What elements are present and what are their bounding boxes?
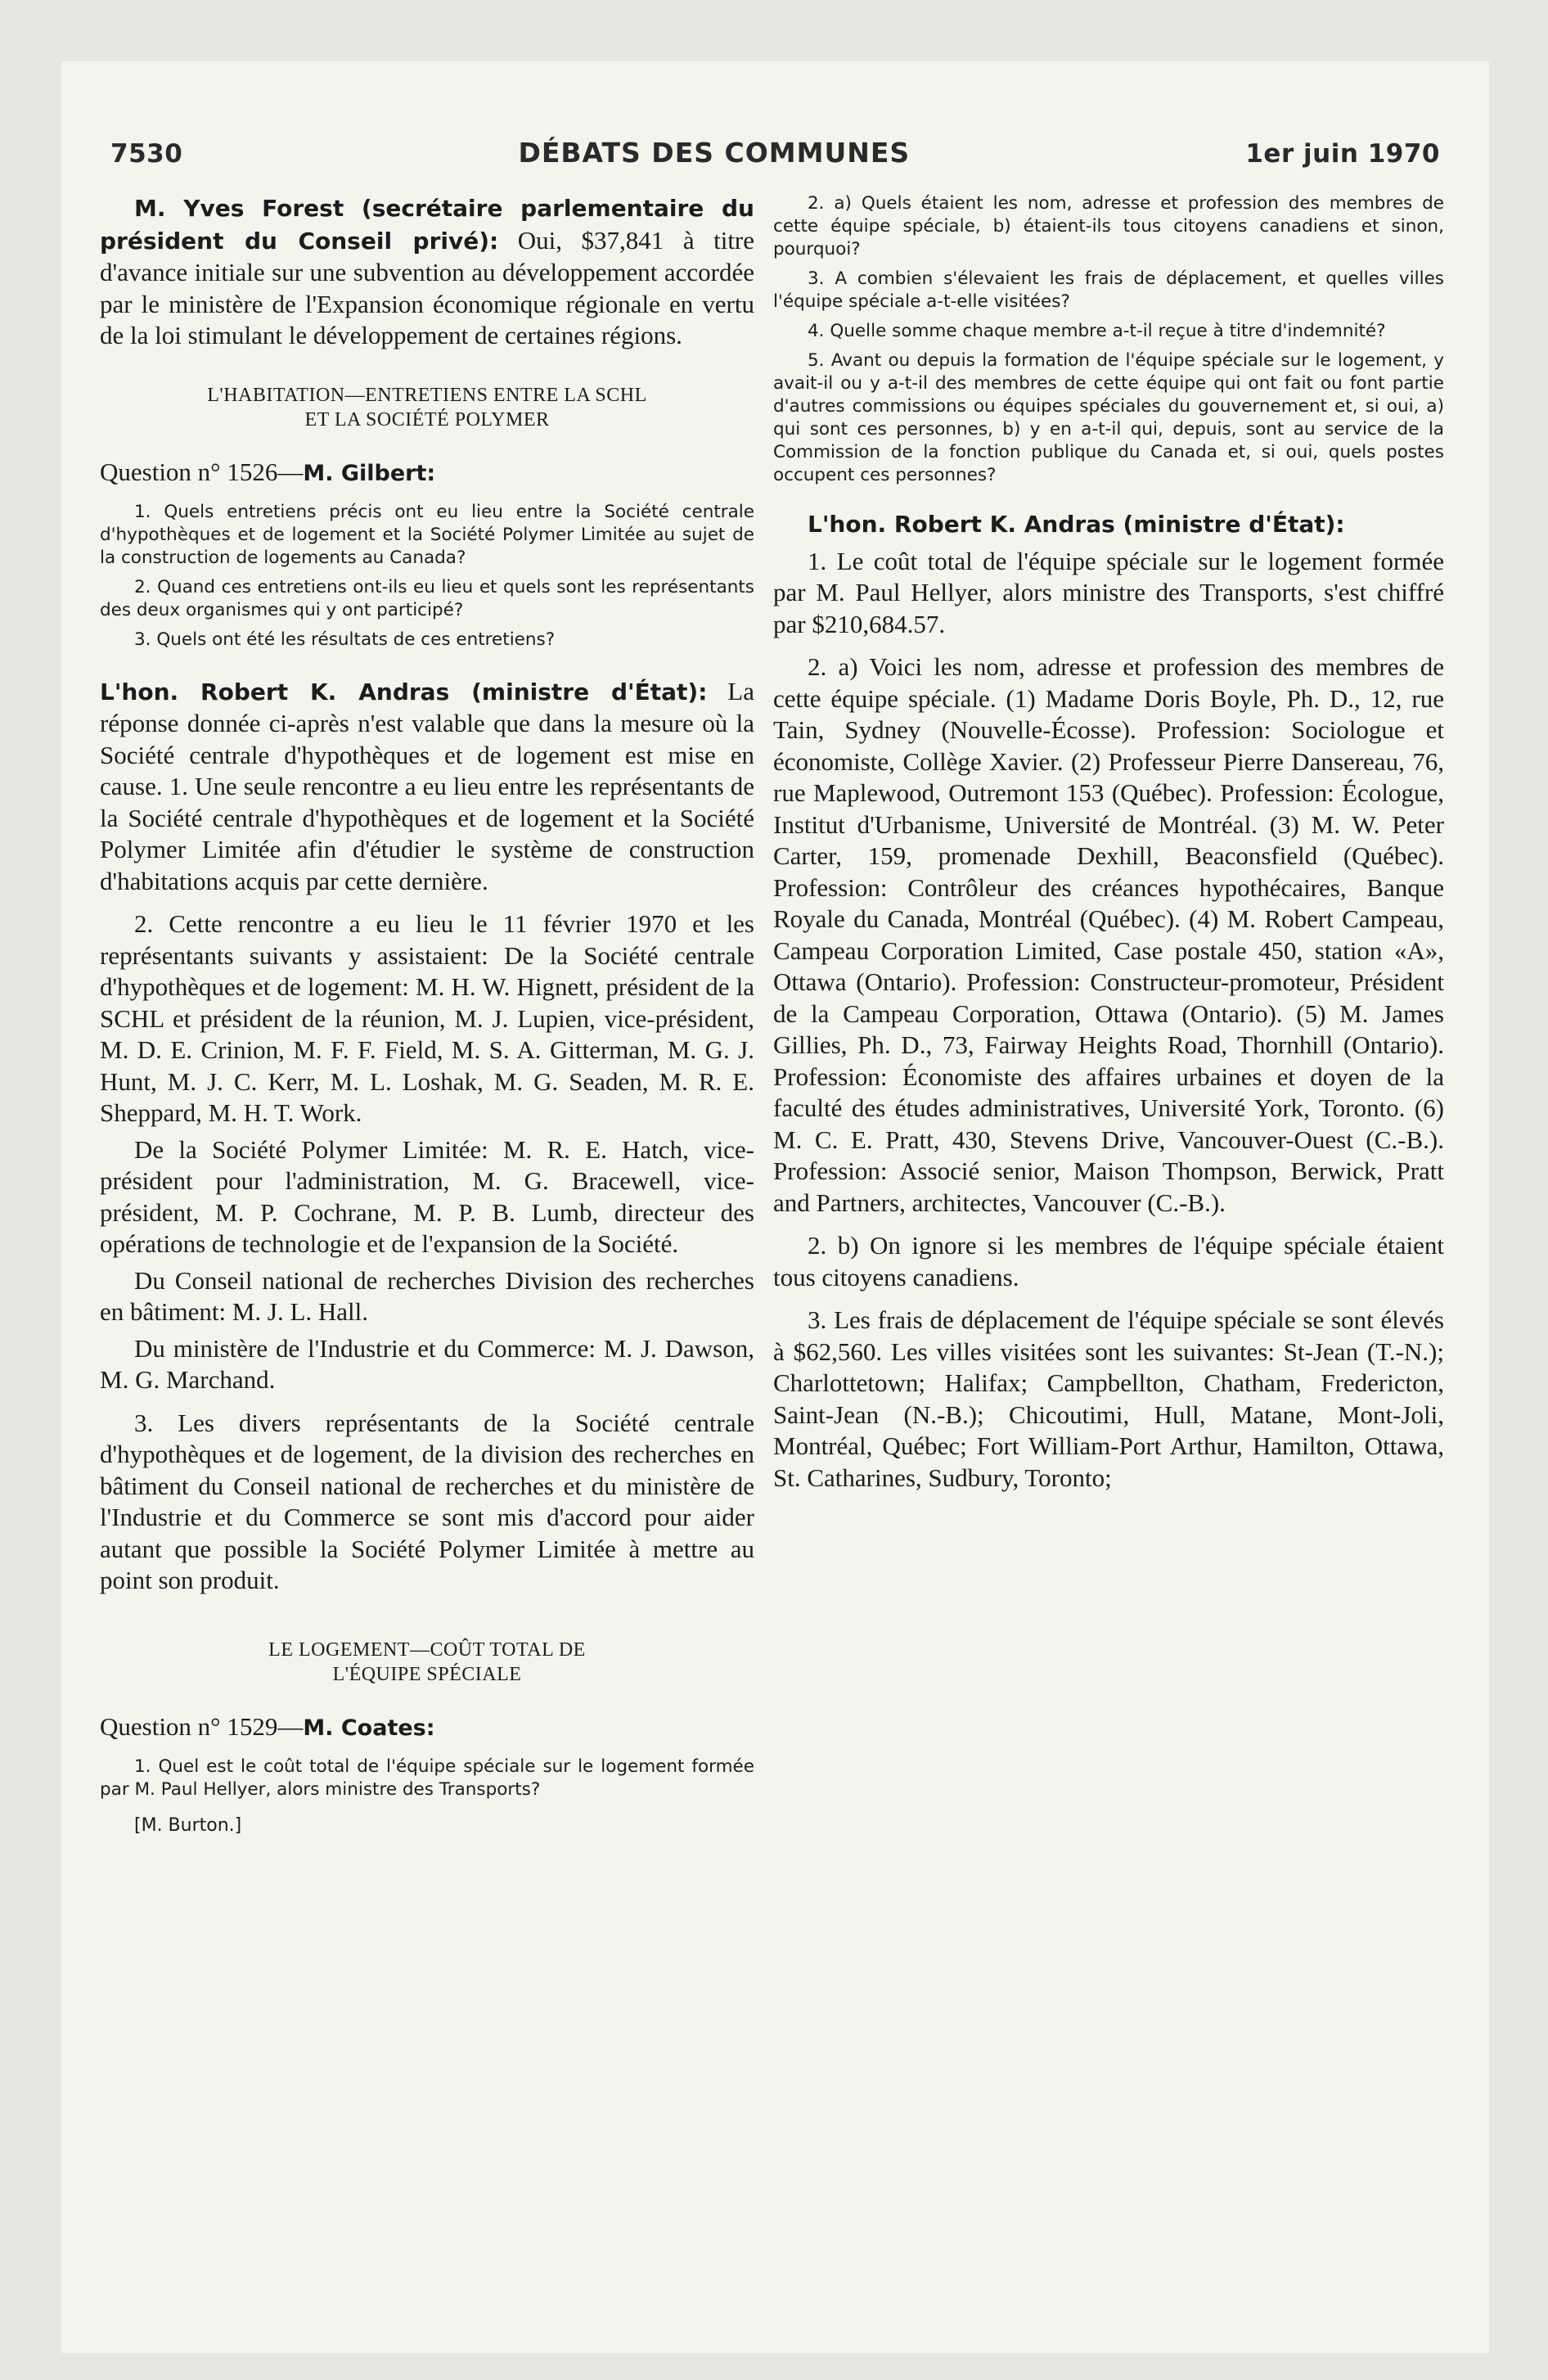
section-heading-line: L'HABITATION—ENTRETIENS ENTRE LA SCHL: [207, 384, 647, 406]
answer-paragraph: La réponse donnée ci-après n'est valable que dans la mesure où la Société centrale d'hypothèques et de logement est mise en cause. 1. Une seule rencontre a eu lieu entre les représentants de la Société centrale d'hypothèques et de logement et la Société Polymer Limitée afin d'étudier le système de construction d'habitations acquis par cette dernière.: [100, 676, 754, 895]
speaker-note: [M. Burton.]: [134, 1814, 242, 1836]
issue-date: 1er juin 1970: [1245, 139, 1440, 169]
page-number: 7530: [110, 139, 183, 169]
speaker-forest: M. Yves Forest (secrétaire parlementaire du président du Conseil privé):: [100, 195, 754, 255]
question-member: M. Coates:: [303, 1715, 435, 1741]
question-item: 2. a) Quels étaient les nom, adresse et profession des membres de cette équipe spéciale, b) étaient-ils tous citoyens canadiens et sinon, pourquoi?: [773, 193, 1444, 259]
answer-paragraph: 2. b) On ignore si les membres de l'équipe spéciale étaient tous citoyens canadiens.: [773, 1231, 1444, 1291]
answer-paragraph: Du Conseil national de recherches Division des recherches en bâtiment: M. J. L. Hall.: [100, 1265, 754, 1326]
question-1529-ref: [100, 1711, 754, 1744]
left-column: [100, 192, 754, 1837]
answer-paragraph: 3. Les divers représentants de la Société centrale d'hypothèques et de logement, de la division des recherches en bâtiment du Conseil national de recherches et du ministère de l'Industrie et du Commerce se sont mis d'accord pour aider autant que possible la Société Polymer Limitée à mettre au point son produit.: [100, 1408, 754, 1594]
answer-paragraph: 3. Les frais de déplacement de l'équipe spéciale se sont élevés à $62,560. Les villes visitées sont les suivantes: St-Jean (T.-N.); Charlottetown; Halifax; Campbellton, Chatham, Fredericton, Saint-Jean (N.-B.); Chicoutimi, Hull, Matane, Mont-Joli, Montréal, Québec; Fort William-Port Arthur, Hamilton, Ottawa, St. Catharines, Sudbury, Toronto;: [773, 1305, 1444, 1492]
question-number: Question n° 1529—: [100, 1711, 304, 1741]
question-item: 1. Quels entretiens précis ont eu lieu entre la Société centrale d'hypothèques et de logement et la Société Polymer Limitée au sujet de la construction de logements au Canada?: [100, 501, 754, 568]
section-heading-line: LE LOGEMENT—COÛT TOTAL DE: [268, 1639, 586, 1661]
speaker-andras: L'hon. Robert K. Andras (ministre d'État):: [808, 511, 1345, 538]
page: [61, 61, 1489, 2353]
question-item: 3. A combien s'élevaient les frais de déplacement, et quelles villes l'équipe spéciale a-t-elle visitées?: [773, 268, 1444, 312]
question-item: 4. Quelle somme chaque membre a-t-il reçue à titre d'indemnité?: [808, 321, 1386, 341]
section-heading-task-force: [100, 1638, 754, 1687]
answer-paragraph: Du ministère de l'Industrie et du Commerce: M. J. Dawson, M. G. Marchand.: [100, 1333, 754, 1394]
question-item: 2. Quand ces entretiens ont-ils eu lieu et quels sont les représentants des deux organismes qui y ont participé?: [100, 576, 754, 620]
andras-answer-polymer: [100, 676, 754, 898]
answer-paragraph: De la Société Polymer Limitée: M. R. E. Hatch, vice-président pour l'administration, M. G. Bracewell, vice-président, M. P. Cochrane, M. P. B. Lumb, directeur des opérations de technologie et de l'expansion de la Société.: [100, 1134, 754, 1258]
section-heading-line: L'ÉQUIPE SPÉCIALE: [332, 1663, 522, 1685]
right-column: [773, 192, 1444, 1494]
answer-paragraph: 2. a) Voici les nom, adresse et profession des membres de cette équipe spéciale. (1) Madame Doris Boyle, Ph. D., 12, rue Tain, Sydney (Nouvelle-Écosse). Profession: Sociologue et économiste, Collège Xavier. (2) Professeur Pierre Dansereau, 76, rue Maplewood, Outremont 153 (Québec). Profession: Écologue, Institut d'Urbanisme, Université de Montréal. (3) M. W. Peter Carter, 159, promenade Dexhill, Beaconsfield (Québec). Profession: Contrôleur des créances hypothécaires, Banque Royale du Canada, Montréal (Québec). (4) M. Robert Campeau, Campeau Corporation Limited, Case postale 450, station «A», Ottawa (Ontario). Profession: Constructeur-promoteur, Président de la Campeau Corporation, Ottawa (Ontario). (5) M. James Gillies, Ph. D., 73, Fairway Heights Road, Thornhill (Ontario). Profession: Économiste des affaires urbaines et doyen de la faculté des études administratives, Université York, Toronto. (6) M. C. E. Pratt, 430, Stevens Drive, Vancouver-Ouest (C.-B.). Profession: Associé senior, Maison Thompson, Berwick, Pratt and Partners, architectes, Vancouver (C.-B.).: [773, 652, 1444, 1217]
forest-answer-text: Oui, $37,841 à titre d'avance initiale sur une subvention au développement accordée par le ministère de l'Expansion économique régionale en vertu de la loi stimulant le développement de certaines régions.: [100, 225, 755, 349]
question-1526-ref: [100, 457, 754, 489]
running-head: [110, 137, 1440, 169]
question-item: 5. Avant ou depuis la formation de l'équipe spéciale sur le logement, y avait-il ou y a-t-il des membres de cette équipe qui ont fait ou font partie d'autres commissions ou équipes spéciales du gouvernement et, si oui, a) qui sont ces personnes, b) y en a-t-il qui, depuis, sont au service de la Commission de la fonction publique du Canada et, si oui, quels postes occupent ces personnes?: [773, 350, 1444, 485]
answer-paragraph: 2. Cette rencontre a eu lieu le 11 février 1970 et les représentants suivants y assistaient: De la Société centrale d'hypothèques et de logement: M. H. W. Hignett, président de la SCHL et président de la réunion, M. J. Lupien, vice-président, M. D. E. Crinion, M. F. F. Field, M. S. A. Gitterman, M. G. J. Hunt, M. J. C. Kerr, M. L. Loshak, M. G. Seaden, M. R. E. Sheppard, M. H. T. Work.: [100, 909, 754, 1127]
question-number: Question n° 1526—: [100, 457, 304, 486]
andras-speaker-line: [773, 508, 1444, 541]
forest-answer: [100, 192, 754, 352]
section-heading-line: ET LA SOCIÉTÉ POLYMER: [304, 408, 550, 430]
question-item: 1. Quel est le coût total de l'équipe spéciale sur le logement formée par M. Paul Hellyer, alors ministre des Transports?: [100, 1756, 754, 1800]
question-item: 3. Quels ont été les résultats de ces entretiens?: [134, 629, 556, 650]
publication-title: DÉBATS DES COMMUNES: [518, 137, 911, 169]
answer-paragraph: 1. Le coût total de l'équipe spéciale sur le logement formée par M. Paul Hellyer, alors ministre des Transports, s'est chiffré par $210,684.57.: [773, 546, 1444, 638]
question-member: M. Gilbert:: [303, 460, 436, 486]
speaker-andras: L'hon. Robert K. Andras (ministre d'État):: [100, 678, 708, 705]
section-heading-polymer: [100, 383, 754, 432]
